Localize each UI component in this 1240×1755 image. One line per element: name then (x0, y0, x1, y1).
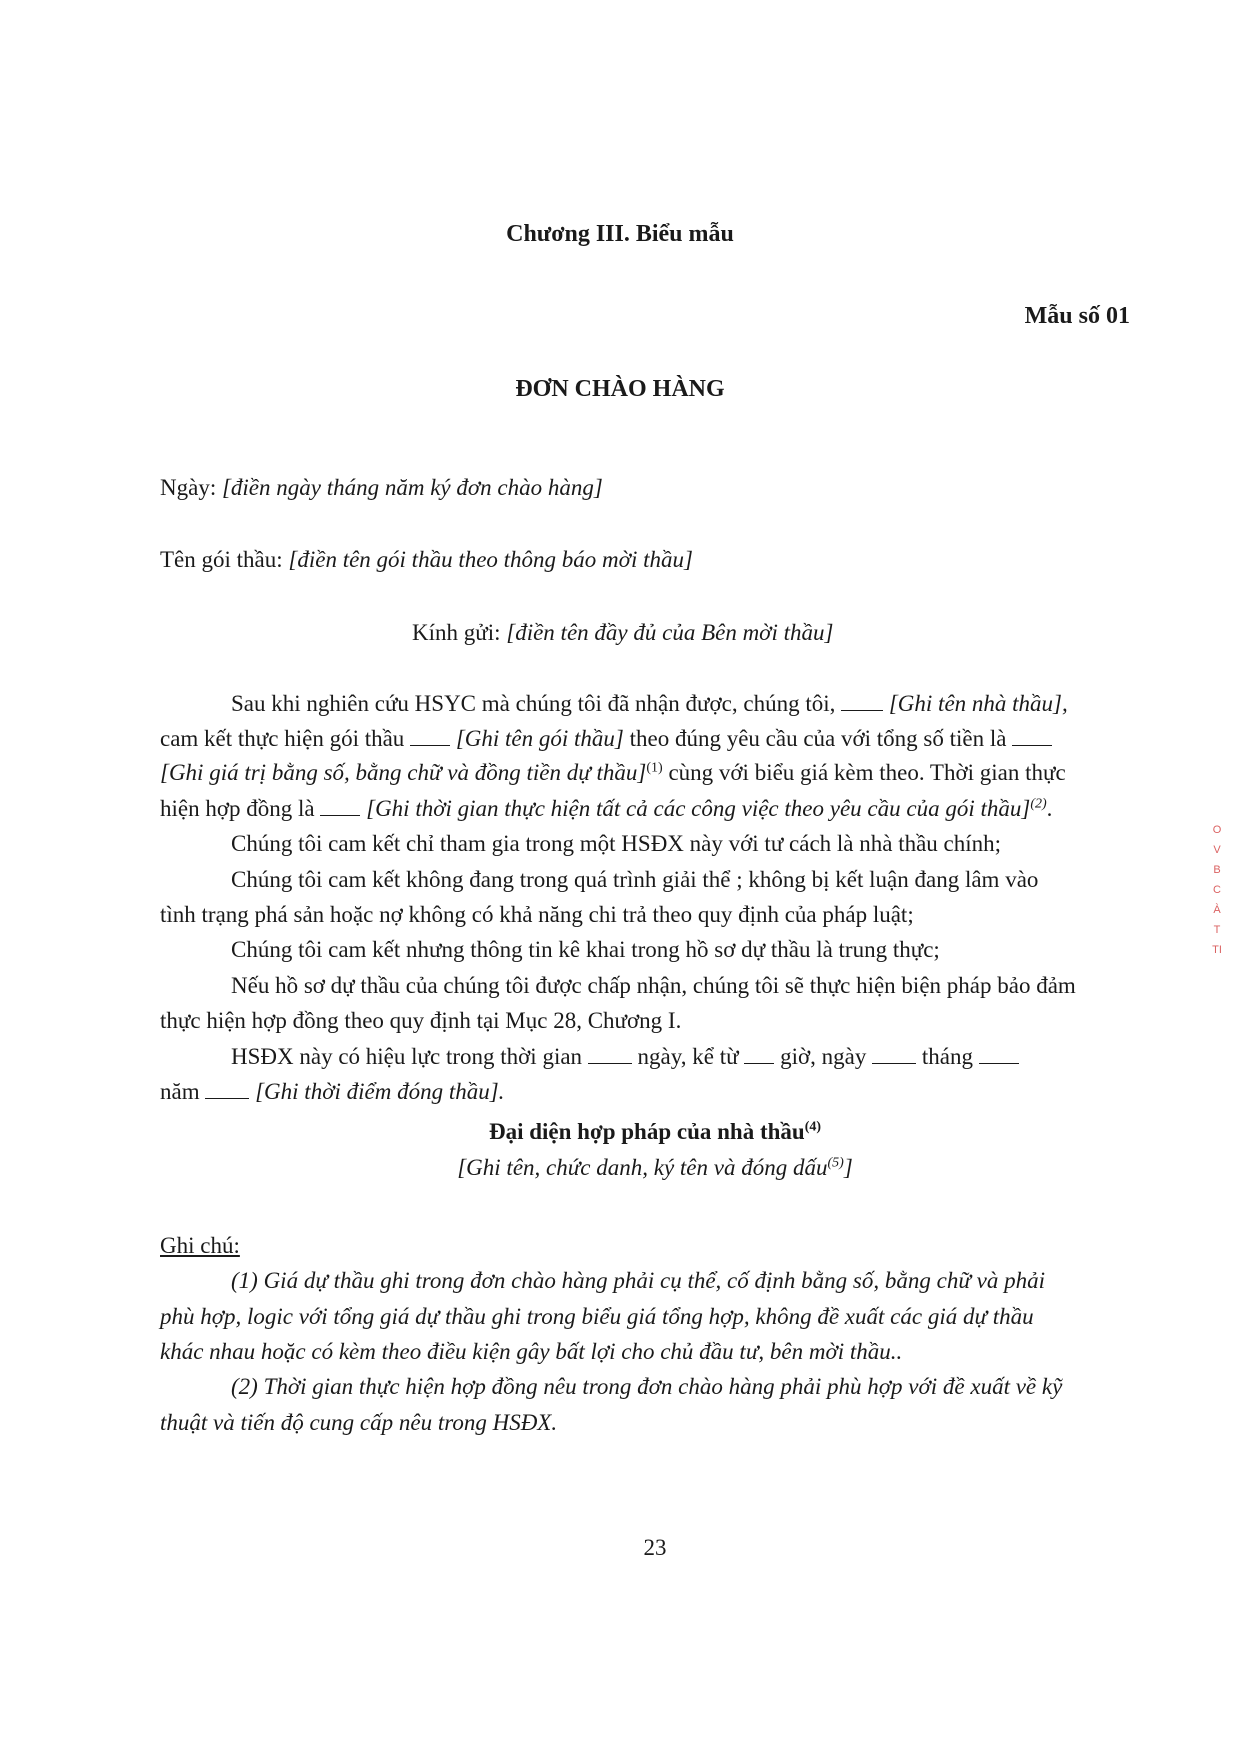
date-line (160, 473, 603, 503)
signature-note-text: [Ghi tên, chức danh, ký tên và đóng dấu (457, 1155, 828, 1180)
commitment-4: Nếu hồ sơ dự thầu của chúng tôi được chấp nhận, chúng tôi sẽ thực hiện biện pháp bảo đảm (231, 973, 1076, 998)
body-line (160, 793, 1052, 824)
body-line (160, 723, 1052, 754)
addressee-label: Kính gửi: (412, 620, 501, 645)
body-line (160, 758, 1066, 788)
fill-blank (979, 1041, 1019, 1064)
signature-note (0, 1153, 1240, 1183)
validity-line (231, 1041, 1019, 1072)
commitment-2-cont: tình trạng phá sản hoặc nợ không có khả năng chi trả theo quy định của pháp luật; (160, 902, 914, 927)
fill-blank (872, 1041, 916, 1064)
fill-blank (588, 1041, 632, 1064)
body-text: theo đúng yêu cầu của với tổng số tiền là (629, 726, 1007, 751)
signature-title (0, 1117, 1240, 1147)
page-number: 23 (643, 1535, 667, 1560)
body-text: HSĐX này có hiệu lực trong thời gian (231, 1044, 583, 1069)
body-text: . (1046, 796, 1053, 821)
fill-blank (1012, 723, 1052, 746)
note-1-cont: khác nhau hoặc có kèm theo điều kiện gây bất lợi cho chủ đầu tư, bên mời thầu.. (160, 1339, 903, 1364)
body-text: cùng với biểu giá kèm theo. Thời gian thực (668, 760, 1066, 785)
date-label: Ngày: (160, 475, 217, 500)
document-title: ĐƠN CHÀO HÀNG (515, 376, 725, 402)
fill-blank (841, 688, 883, 711)
fill-blank (744, 1041, 774, 1064)
seal-stamp-fragment: O V B C À T TI (1212, 824, 1222, 956)
body-text: giờ, ngày (780, 1044, 867, 1069)
footnote-mark: (1) (646, 760, 663, 776)
fill-blank (320, 793, 360, 816)
commitment-3: Chúng tôi cam kết nhưng thông tin kê khai trong hồ sơ dự thầu là trung thực; (231, 937, 940, 962)
body-text: hiện hợp đồng là (160, 796, 315, 821)
addressee-value: [điền tên đầy đủ của Bên mời thầu] (506, 620, 834, 645)
body-text-italic: [Ghi thời gian thực hiện tất cả các công việc theo yêu cầu của gói thầu] (366, 796, 1031, 821)
chapter-title: Chương III. Biểu mẫu (506, 221, 734, 247)
package-label: Tên gói thầu: (160, 547, 283, 572)
signature-note-text: ] (843, 1155, 853, 1180)
note-1-cont: phù hợp, logic với tổng giá dự thầu ghi trong biểu giá tổng hợp, không đề xuất các giá dự thầu (160, 1304, 1034, 1329)
notes-heading: Ghi chú: (160, 1233, 240, 1258)
note-2-cont: thuật và tiến độ cung cấp nêu trong HSĐX. (160, 1410, 558, 1435)
fill-blank (410, 723, 450, 746)
addressee-line (412, 618, 833, 648)
body-text-italic: [Ghi tên nhà thầu], (888, 691, 1068, 716)
commitment-2: Chúng tôi cam kết không đang trong quá trình giải thể ; không bị kết luận đang lâm vào (231, 867, 1039, 892)
validity-line-2 (160, 1076, 504, 1107)
body-text: tháng (921, 1044, 973, 1069)
body-text: năm (160, 1079, 200, 1104)
body-text: cam kết thực hiện gói thầu (160, 726, 405, 751)
footnote-mark: (2) (1030, 796, 1047, 812)
body-text: Sau khi nghiên cứu HSYC mà chúng tôi đã nhận được, chúng tôi, (231, 691, 836, 716)
commitment-4-cont: thực hiện hợp đồng theo quy định tại Mục 28, Chương I. (160, 1008, 682, 1033)
note-2: (2) Thời gian thực hiện hợp đồng nêu trong đơn chào hàng phải phù hợp với đề xuất về kỹ (231, 1374, 1063, 1399)
body-line (231, 688, 1068, 719)
body-text-italic: [Ghi tên gói thầu] (455, 726, 624, 751)
commitment-1: Chúng tôi cam kết chỉ tham gia trong một HSĐX này với tư cách là nhà thầu chính; (231, 831, 1002, 856)
body-text-italic: [Ghi giá trị bằng số, bằng chữ và đồng tiền dự thầu] (160, 760, 647, 785)
footnote-mark: (4) (804, 1119, 822, 1135)
footnote-mark: (5) (827, 1155, 844, 1171)
form-number: Mẫu số 01 (1024, 303, 1130, 329)
date-value: [điền ngày tháng năm ký đơn chào hàng] (221, 475, 603, 500)
package-value: [điền tên gói thầu theo thông báo mời thầu] (288, 547, 693, 572)
package-line (160, 545, 693, 575)
signature-title-text: Đại diện hợp pháp của nhà thầu (488, 1119, 805, 1144)
fill-blank (205, 1076, 249, 1099)
note-1: (1) Giá dự thầu ghi trong đơn chào hàng phải cụ thể, cố định bằng số, bằng chữ và phải (231, 1268, 1045, 1293)
body-text: ngày, kể từ (637, 1044, 739, 1069)
body-text-italic: [Ghi thời điểm đóng thầu]. (255, 1079, 505, 1104)
